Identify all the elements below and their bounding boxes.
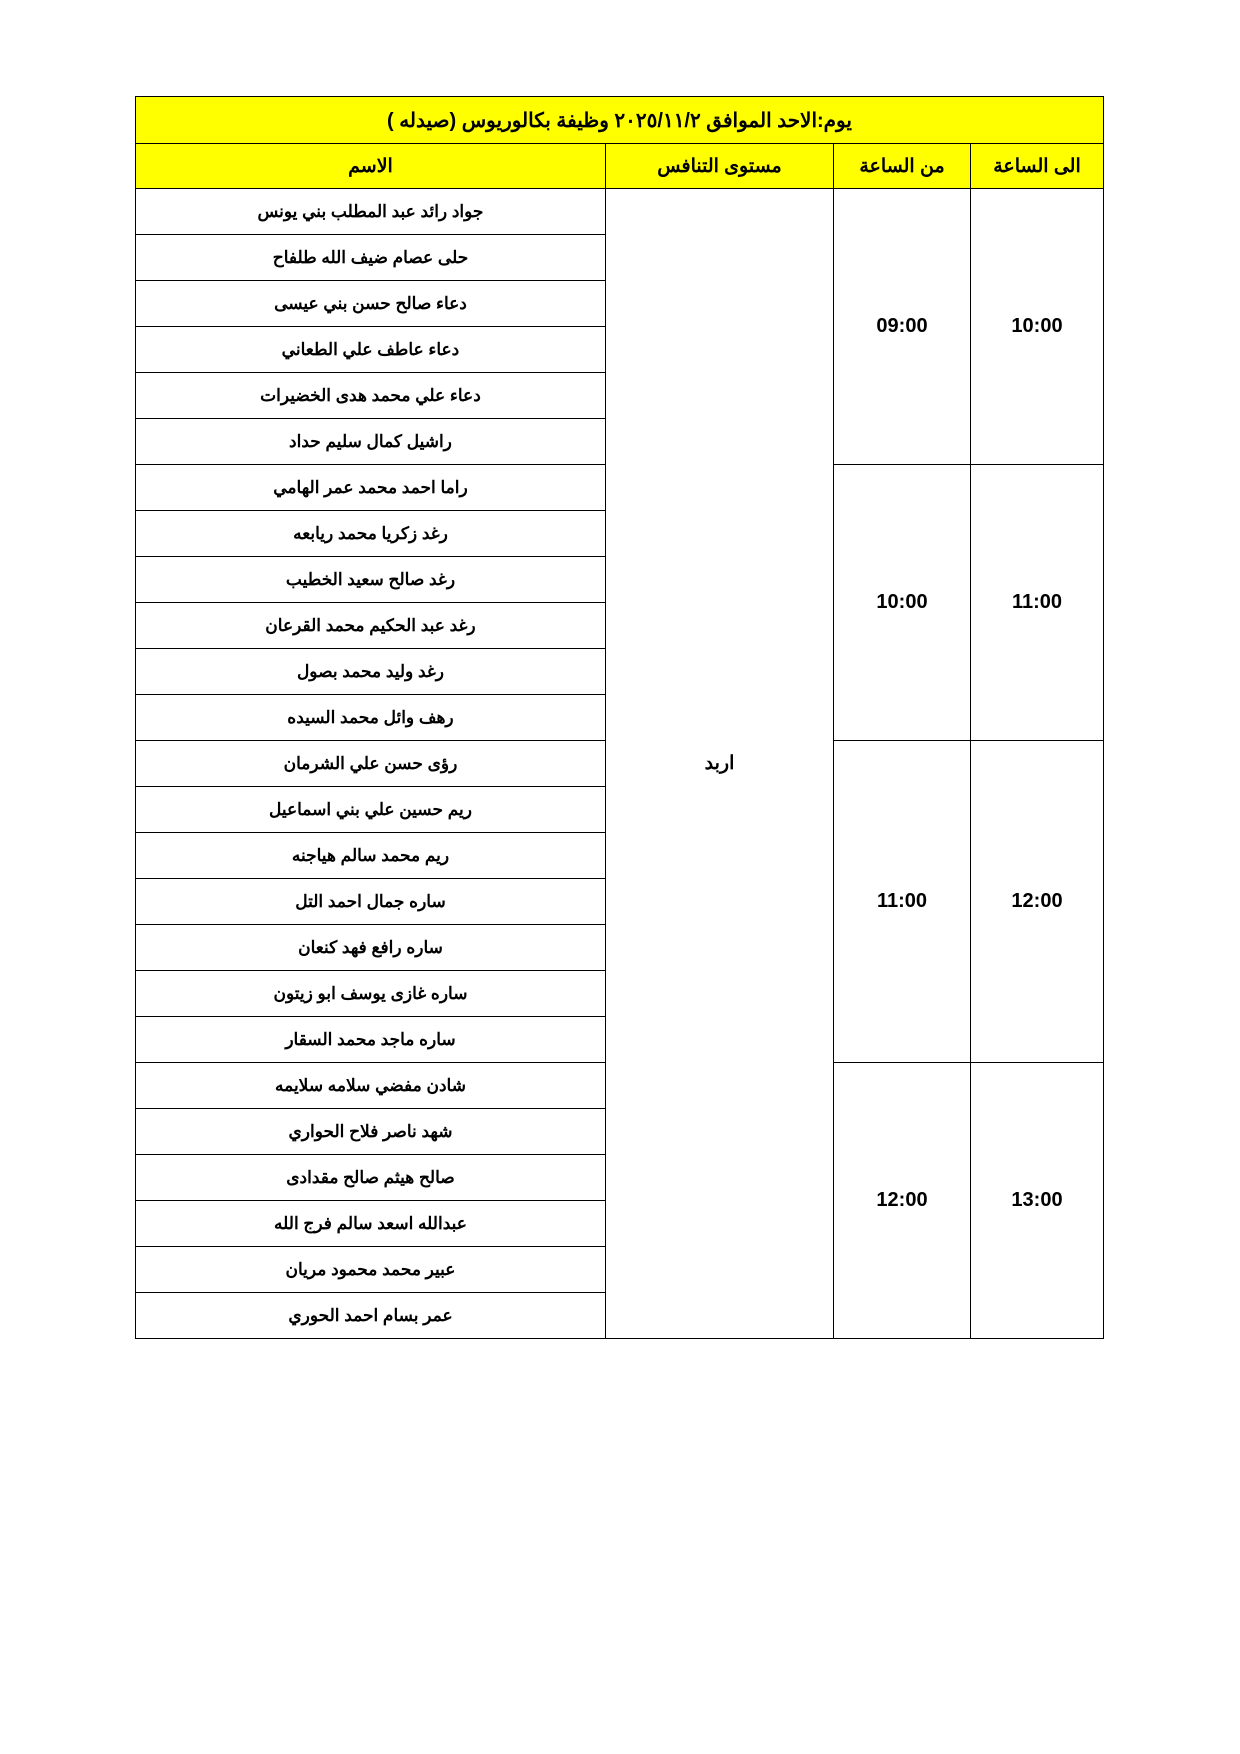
- to-hour-cell: 12:00: [971, 741, 1104, 1063]
- to-hour-cell: 13:00: [971, 1063, 1104, 1339]
- name-cell: رغد وليد محمد بصول: [135, 649, 605, 695]
- name-cell: رؤى حسن علي الشرمان: [135, 741, 605, 787]
- name-cell: جواد رائد عبد المطلب بني يونس: [135, 189, 605, 235]
- name-cell: ريم محمد سالم هياجنه: [135, 833, 605, 879]
- level-cell: اربد: [606, 189, 834, 1339]
- name-cell: ساره غازى يوسف ابو زيتون: [135, 971, 605, 1017]
- name-cell: رهف وائل محمد السيده: [135, 695, 605, 741]
- schedule-table: [135, 96, 1104, 1339]
- from-hour-cell: 12:00: [834, 1063, 971, 1339]
- name-cell: راشيل كمال سليم حداد: [135, 419, 605, 465]
- from-hour-cell: 10:00: [834, 465, 971, 741]
- name-cell: عمر بسام احمد الحوري: [135, 1293, 605, 1339]
- name-cell: ساره رافع فهد كنعان: [135, 925, 605, 971]
- column-header-to-hour: الى الساعة: [971, 144, 1104, 189]
- name-cell: رغد صالح سعيد الخطيب: [135, 557, 605, 603]
- name-cell: رغد زكريا محمد ريابعه: [135, 511, 605, 557]
- to-hour-cell: 11:00: [971, 465, 1104, 741]
- name-cell: صالح هيثم صالح مقدادى: [135, 1155, 605, 1201]
- header-row: [135, 144, 1103, 189]
- name-cell: رغد عبد الحكيم محمد القرعان: [135, 603, 605, 649]
- name-cell: ساره جمال احمد التل: [135, 879, 605, 925]
- name-cell: عبدالله اسعد سالم فرج الله: [135, 1201, 605, 1247]
- column-header-level: مستوى التنافس: [606, 144, 834, 189]
- column-header-from-hour: من الساعة: [834, 144, 971, 189]
- name-cell: دعاء علي محمد هدى الخضيرات: [135, 373, 605, 419]
- table-row: [135, 189, 1103, 235]
- name-cell: دعاء عاطف علي الطعاني: [135, 327, 605, 373]
- name-cell: راما احمد محمد عمر الهامي: [135, 465, 605, 511]
- name-cell: دعاء صالح حسن بني عيسى: [135, 281, 605, 327]
- document-title: يوم:الاحد الموافق ٢٠٢٥/١١/٢ وظيفة بكالوريوس (صيدله ): [135, 97, 1103, 144]
- name-cell: حلى عصام ضيف الله طلفاح: [135, 235, 605, 281]
- to-hour-cell: 10:00: [971, 189, 1104, 465]
- column-header-name: الاسم: [135, 144, 605, 189]
- name-cell: ساره ماجد محمد السقار: [135, 1017, 605, 1063]
- from-hour-cell: 09:00: [834, 189, 971, 465]
- name-cell: شادن مفضي سلامه سلايمه: [135, 1063, 605, 1109]
- from-hour-cell: 11:00: [834, 741, 971, 1063]
- name-cell: ريم حسين علي بني اسماعيل: [135, 787, 605, 833]
- title-row: [135, 97, 1103, 144]
- name-cell: شهد ناصر فلاح الحواري: [135, 1109, 605, 1155]
- name-cell: عبير محمد محمود مريان: [135, 1247, 605, 1293]
- schedule-body: [135, 97, 1103, 1339]
